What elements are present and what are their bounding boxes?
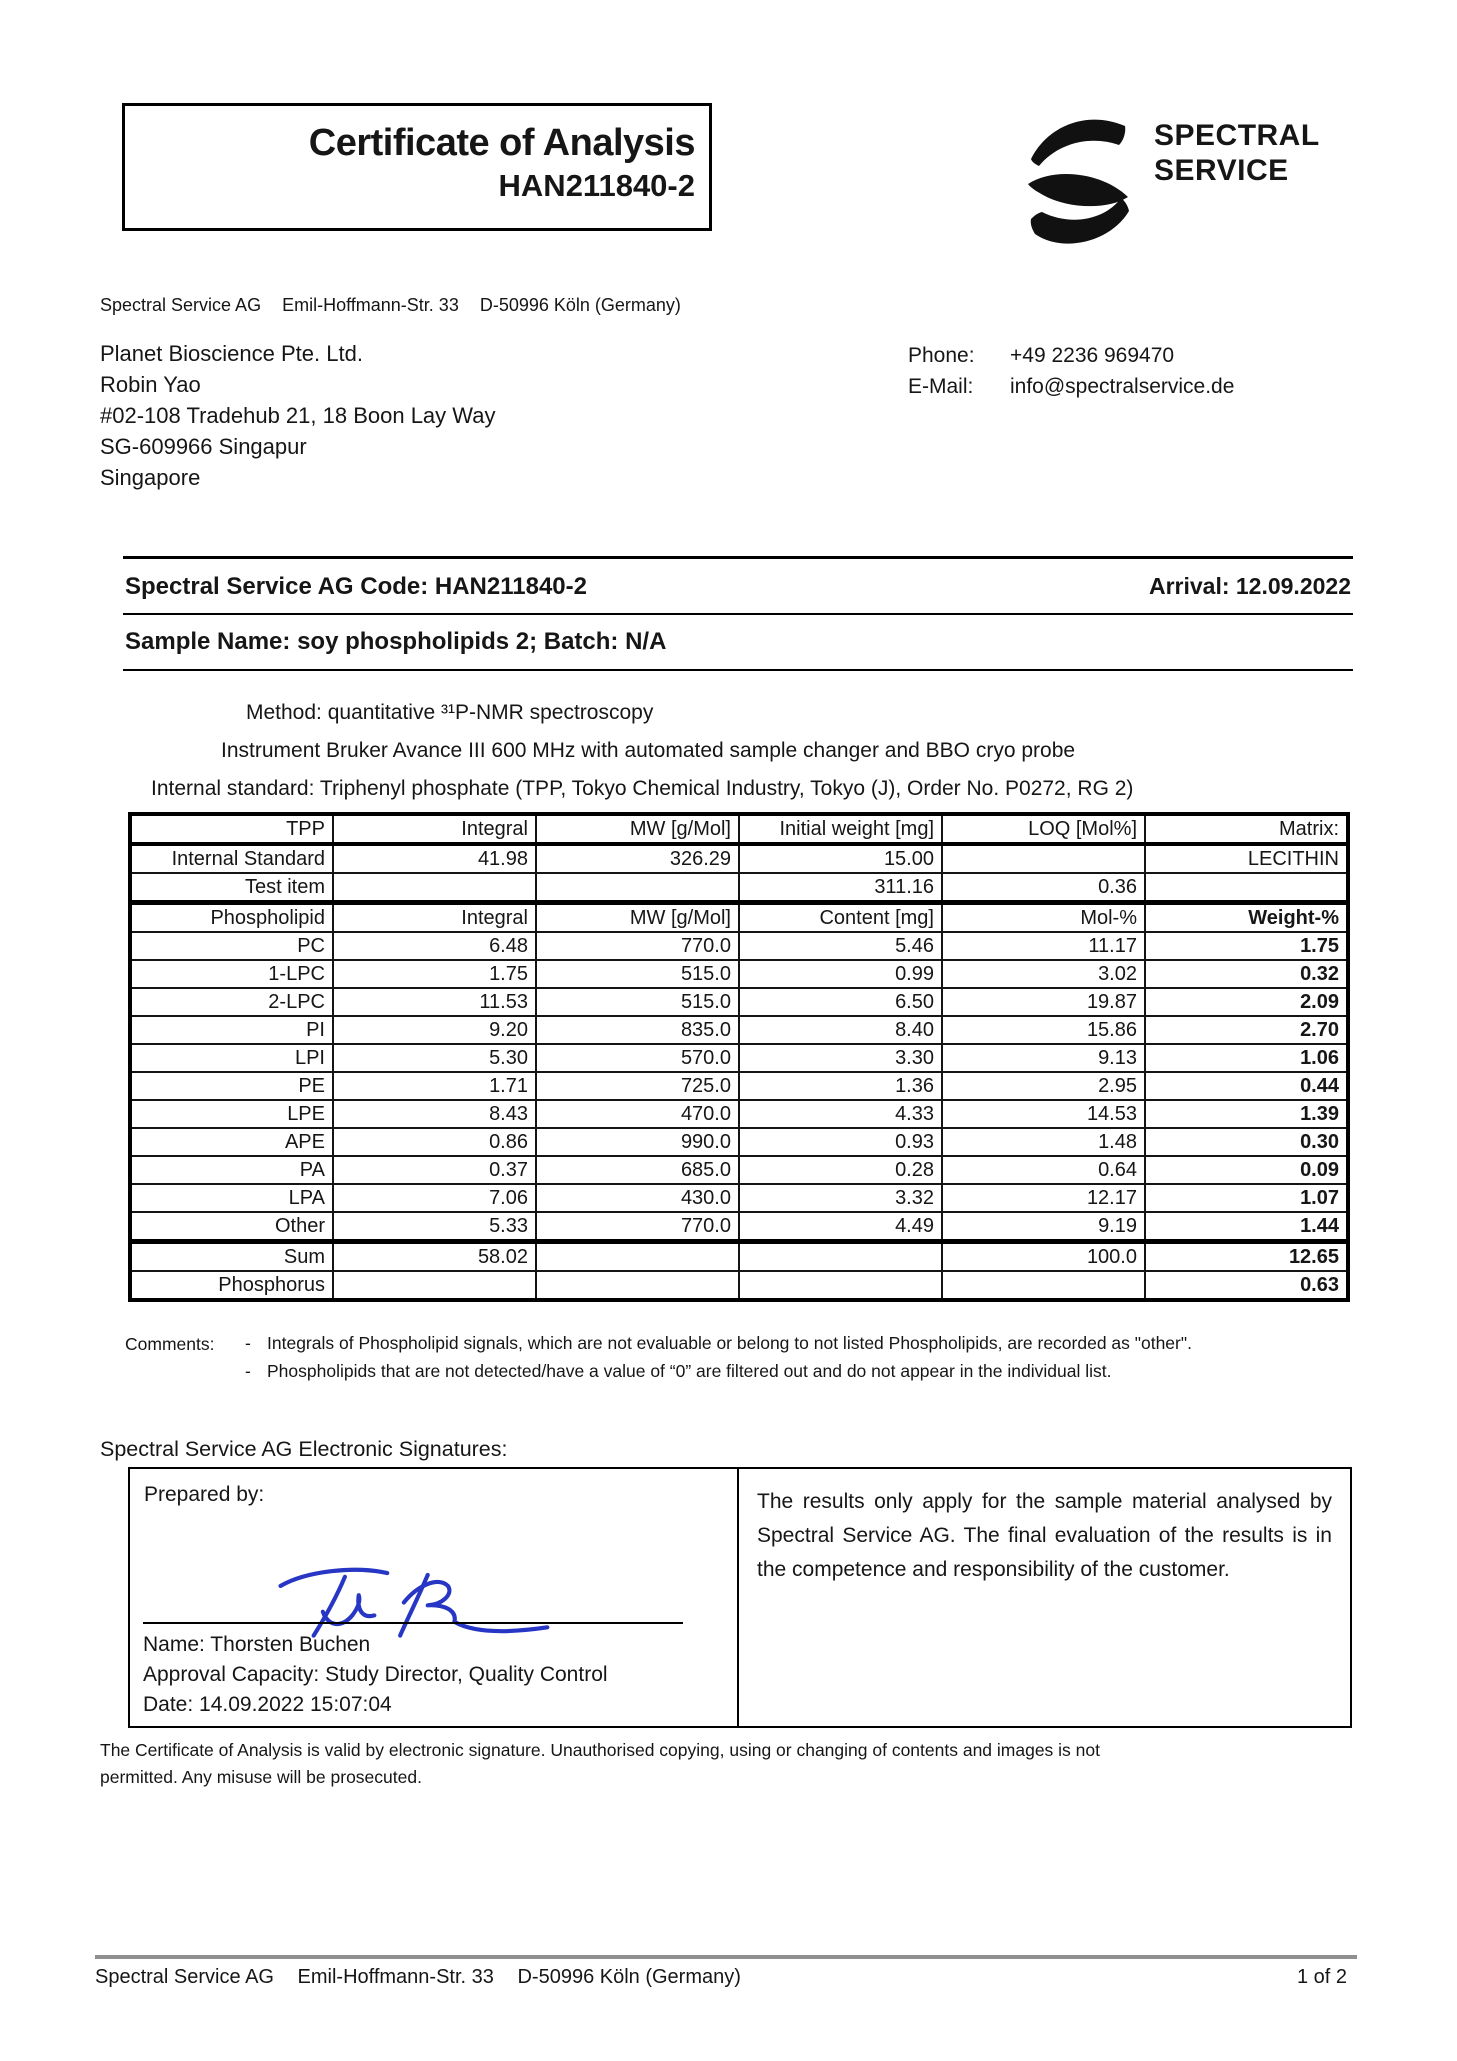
recipient-name: Robin Yao: [100, 372, 201, 397]
table-cell: PE: [130, 1072, 333, 1100]
table-cell: 311.16: [739, 873, 942, 903]
comment-item: [245, 1334, 1192, 1353]
phone-value: +49 2236 969470: [1010, 344, 1175, 367]
table-cell: 0.28: [739, 1156, 942, 1184]
comments-block: [125, 1334, 1192, 1390]
table-cell: Sum: [130, 1242, 333, 1272]
table-cell: 15.00: [739, 844, 942, 873]
signer-name: Name: Thorsten Buchen: [143, 1633, 371, 1656]
table-cell: [536, 1242, 739, 1272]
table-cell: 5.30: [333, 1044, 536, 1072]
table-cell: 6.48: [333, 932, 536, 960]
table-cell: 990.0: [536, 1128, 739, 1156]
table-cell: 4.49: [739, 1212, 942, 1242]
table-cell: 770.0: [536, 932, 739, 960]
table-cell: [333, 873, 536, 903]
table-row: [130, 1184, 1348, 1212]
table-cell: PI: [130, 1016, 333, 1044]
page-footer: [95, 1966, 1347, 1989]
table-cell: LPA: [130, 1184, 333, 1212]
table-cell: 1.75: [333, 960, 536, 988]
table-cell: TPP: [130, 814, 333, 844]
logo-text-line2: SERVICE: [1154, 154, 1289, 187]
legal-line: The Certificate of Analysis is valid by electronic signature. Unauthorised copying, using or changing of contents and images is not: [100, 1740, 1100, 1760]
recipient-country: Singapore: [100, 465, 201, 490]
legal-line: permitted. Any misuse will be prosecuted.: [100, 1767, 422, 1787]
table-cell: 515.0: [536, 960, 739, 988]
table-cell: MW [g/Mol]: [536, 814, 739, 844]
table-cell: 5.33: [333, 1212, 536, 1242]
table-cell: 0.44: [1145, 1072, 1348, 1100]
table-cell: 41.98: [333, 844, 536, 873]
code-section: [123, 556, 1353, 671]
table-cell: [536, 1271, 739, 1300]
table-row: [130, 873, 1348, 903]
table-cell: 3.30: [739, 1044, 942, 1072]
page-number: 1 of 2: [1296, 1966, 1347, 1988]
table-cell: 1.75: [1145, 932, 1348, 960]
table-cell: LPI: [130, 1044, 333, 1072]
table-cell: 0.36: [942, 873, 1145, 903]
table-cell: 3.32: [739, 1184, 942, 1212]
table-cell: Matrix:: [1145, 814, 1348, 844]
sender-city: D-50996 Köln (Germany): [479, 295, 681, 315]
table-cell: Content [mg]: [739, 903, 942, 933]
table-cell: 8.43: [333, 1100, 536, 1128]
method-block: [100, 694, 1133, 808]
table-cell: 11.17: [942, 932, 1145, 960]
table-cell: 0.93: [739, 1128, 942, 1156]
table-row: [130, 1271, 1348, 1300]
recipient-company: Planet Bioscience Pte. Ltd.: [100, 341, 363, 366]
table-row: [130, 1242, 1348, 1272]
table-row: [130, 1072, 1348, 1100]
table-cell: Other: [130, 1212, 333, 1242]
table-cell: 0.37: [333, 1156, 536, 1184]
table-cell: 0.64: [942, 1156, 1145, 1184]
table-row: [130, 988, 1348, 1016]
table-cell: Integral: [333, 814, 536, 844]
table-cell: [536, 873, 739, 903]
company-logo: [1022, 106, 1320, 258]
table-cell: [739, 1271, 942, 1300]
table-cell: 15.86: [942, 1016, 1145, 1044]
instrument-line: Instrument Bruker Avance III 600 MHz with automated sample changer and BBO cryo probe: [221, 739, 1076, 762]
table-cell: 2.95: [942, 1072, 1145, 1100]
table-row: [130, 1044, 1348, 1072]
prepared-by-label: Prepared by:: [144, 1483, 265, 1506]
table-cell: LOQ [Mol%]: [942, 814, 1145, 844]
table-cell: 515.0: [536, 988, 739, 1016]
table-cell: 1.06: [1145, 1044, 1348, 1072]
table-cell: 1.48: [942, 1128, 1145, 1156]
table-cell: 0.32: [1145, 960, 1348, 988]
table-cell: 5.46: [739, 932, 942, 960]
table-cell: MW [g/Mol]: [536, 903, 739, 933]
table-row: [130, 1156, 1348, 1184]
comment-text: Integrals of Phospholipid signals, which are not evaluable or belong to not listed Phospholipids, are recorded as "other".: [267, 1333, 1192, 1353]
table-row: [130, 932, 1348, 960]
table-cell: 8.40: [739, 1016, 942, 1044]
table-cell: 9.19: [942, 1212, 1145, 1242]
table-cell: 4.33: [739, 1100, 942, 1128]
table-cell: Mol-%: [942, 903, 1145, 933]
table-cell: 19.87: [942, 988, 1145, 1016]
table-cell: 0.09: [1145, 1156, 1348, 1184]
table-cell: 2.09: [1145, 988, 1348, 1016]
internal-standard-line: Internal standard: Triphenyl phosphate (TPP, Tokyo Chemical Industry, Tokyo (J), Order No. P0272, RG 2): [151, 777, 1134, 800]
table-cell: 9.13: [942, 1044, 1145, 1072]
comment-item: [245, 1362, 1192, 1381]
table-cell: 100.0: [942, 1242, 1145, 1272]
bullet-dash: -: [245, 1361, 251, 1381]
signature-left-cell: [130, 1469, 739, 1726]
table-cell: 326.29: [536, 844, 739, 873]
table-row: [130, 844, 1348, 873]
table-cell: Phosphorus: [130, 1271, 333, 1300]
sender-street: Emil-Hoffmann-Str. 33: [282, 295, 459, 315]
table-cell: [1145, 873, 1348, 903]
table-cell: 770.0: [536, 1212, 739, 1242]
footer-city: D-50996 Köln (Germany): [517, 1966, 741, 1988]
table-cell: 1-LPC: [130, 960, 333, 988]
table-cell: 570.0: [536, 1044, 739, 1072]
logo-s-icon: [1022, 106, 1134, 258]
table-row: [130, 814, 1348, 844]
table-cell: 11.53: [333, 988, 536, 1016]
table-row: [130, 903, 1348, 933]
phone-label: Phone:: [908, 344, 975, 367]
footer-company: Spectral Service AG: [95, 1966, 274, 1988]
table-cell: 2.70: [1145, 1016, 1348, 1044]
table-cell: 685.0: [536, 1156, 739, 1184]
table-cell: 1.07: [1145, 1184, 1348, 1212]
title-box: [122, 103, 712, 231]
table-cell: Initial weight [mg]: [739, 814, 942, 844]
signer-approval-capacity: Approval Capacity: Study Director, Quality Control: [143, 1663, 608, 1686]
table-cell: Integral: [333, 903, 536, 933]
logo-text-line1: SPECTRAL: [1154, 119, 1320, 152]
table-cell: Internal Standard: [130, 844, 333, 873]
table-cell: 1.36: [739, 1072, 942, 1100]
sender-company: Spectral Service AG: [100, 295, 262, 315]
table-cell: 12.17: [942, 1184, 1145, 1212]
table-cell: 725.0: [536, 1072, 739, 1100]
table-cell: [739, 1242, 942, 1272]
table-cell: 14.53: [942, 1100, 1145, 1128]
results-table: [128, 812, 1350, 1302]
signatures-heading: Spectral Service AG Electronic Signatures:: [100, 1437, 508, 1461]
table-cell: [333, 1271, 536, 1300]
recipient-postal: SG-609966 Singapur: [100, 434, 307, 459]
table-cell: 12.65: [1145, 1242, 1348, 1272]
signature-meta: [143, 1630, 608, 1720]
sample-name: Sample Name: soy phospholipids 2; Batch: N/A: [125, 628, 667, 655]
table-cell: LECITHIN: [1145, 844, 1348, 873]
footer-street: Emil-Hoffmann-Str. 33: [297, 1966, 494, 1988]
results-table-body: [130, 814, 1348, 1300]
table-row: [130, 1100, 1348, 1128]
email-label: E-Mail:: [908, 375, 974, 398]
table-row: [130, 1128, 1348, 1156]
table-cell: [942, 844, 1145, 873]
table-cell: 58.02: [333, 1242, 536, 1272]
table-cell: Phospholipid: [130, 903, 333, 933]
table-cell: 2-LPC: [130, 988, 333, 1016]
table-cell: 3.02: [942, 960, 1145, 988]
comments-label: Comments:: [125, 1334, 215, 1354]
table-cell: 1.44: [1145, 1212, 1348, 1242]
table-row: [130, 1016, 1348, 1044]
results-disclaimer: The results only apply for the sample material analysed by Spectral Service AG. The final evaluation of the results is in the competence and responsibility of the customer.: [757, 1490, 1332, 1581]
table-cell: 835.0: [536, 1016, 739, 1044]
table-cell: Test item: [130, 873, 333, 903]
table-cell: APE: [130, 1128, 333, 1156]
arrival-date: Arrival: 12.09.2022: [1148, 573, 1351, 599]
bullet-dash: -: [245, 1333, 251, 1353]
table-cell: 470.0: [536, 1100, 739, 1128]
table-cell: 0.86: [333, 1128, 536, 1156]
table-cell: PA: [130, 1156, 333, 1184]
legal-notice: [100, 1737, 1100, 1791]
contact-info: [908, 340, 1234, 402]
logo-wordmark: [1154, 118, 1320, 188]
table-row: [130, 1212, 1348, 1242]
divider: [123, 669, 1353, 671]
table-cell: Weight-%: [1145, 903, 1348, 933]
table-cell: 0.99: [739, 960, 942, 988]
table-cell: 0.30: [1145, 1128, 1348, 1156]
table-cell: 6.50: [739, 988, 942, 1016]
table-cell: 9.20: [333, 1016, 536, 1044]
signature-date: Date: 14.09.2022 15:07:04: [143, 1693, 392, 1716]
table-cell: 1.39: [1145, 1100, 1348, 1128]
table-cell: 1.71: [333, 1072, 536, 1100]
table-cell: 0.63: [1145, 1271, 1348, 1300]
document-title: Certificate of Analysis: [308, 122, 695, 164]
signature-line: [143, 1622, 683, 1624]
table-row: [130, 960, 1348, 988]
table-cell: 430.0: [536, 1184, 739, 1212]
comment-text: Phospholipids that are not detected/have a value of “0” are filtered out and do not appear in the individual list.: [267, 1361, 1112, 1381]
table-cell: 7.06: [333, 1184, 536, 1212]
signature-box: [128, 1467, 1352, 1728]
table-cell: [942, 1271, 1145, 1300]
method-line: Method: quantitative ³¹P-NMR spectroscopy: [246, 701, 654, 724]
comments-items: [245, 1334, 1192, 1390]
sender-address-line: [100, 295, 697, 316]
email-value: info@spectralservice.de: [1010, 375, 1235, 398]
recipient-street: #02-108 Tradehub 21, 18 Boon Lay Way: [100, 403, 496, 428]
table-cell: LPE: [130, 1100, 333, 1128]
service-code: Spectral Service AG Code: HAN211840-2: [125, 573, 587, 600]
recipient-address: [100, 338, 495, 493]
footer-address: [95, 1966, 759, 1989]
footer-divider: [95, 1955, 1357, 1959]
table-cell: PC: [130, 932, 333, 960]
document-code: HAN211840-2: [498, 168, 695, 203]
